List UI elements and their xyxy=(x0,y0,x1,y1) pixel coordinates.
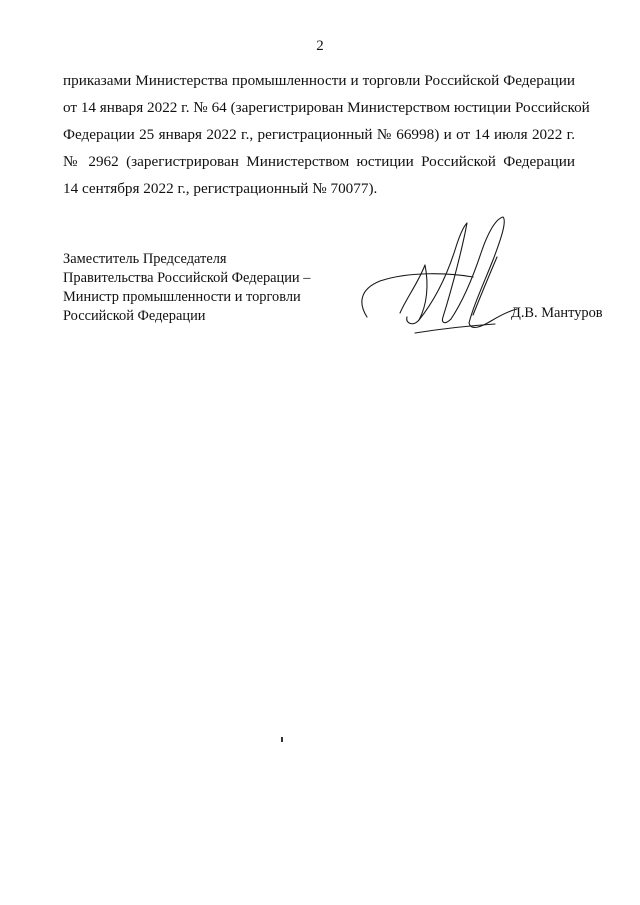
position-line: Российской Федерации xyxy=(63,308,206,324)
position-line: Министр промышленности и торговли xyxy=(63,289,301,305)
scan-speck xyxy=(281,737,283,742)
signer-name: Д.В. Мантуров xyxy=(511,305,603,321)
body-line: приказами Министерства промышленности и торговли Российской Федерации xyxy=(63,72,575,89)
page-number: 2 xyxy=(316,38,324,54)
position-line: Заместитель Председателя xyxy=(63,251,227,267)
signatory-position xyxy=(63,250,310,326)
body-line-last: 14 сентября 2022 г., регистрационный № 70077). xyxy=(63,180,378,197)
body-line: Федерации 25 января 2022 г., регистрационный № 66998) и от 14 июля 2022 г. xyxy=(63,126,575,143)
body-line: № 2962 (зарегистрирован Министерством юстиции Российской Федерации xyxy=(63,153,575,170)
handwritten-signature xyxy=(355,205,530,345)
body-line: от 14 января 2022 г. № 64 (зарегистрирован Министерством юстиции Российской xyxy=(63,99,590,116)
position-line: Правительства Российской Федерации – xyxy=(63,270,311,286)
body-paragraph xyxy=(63,67,590,202)
